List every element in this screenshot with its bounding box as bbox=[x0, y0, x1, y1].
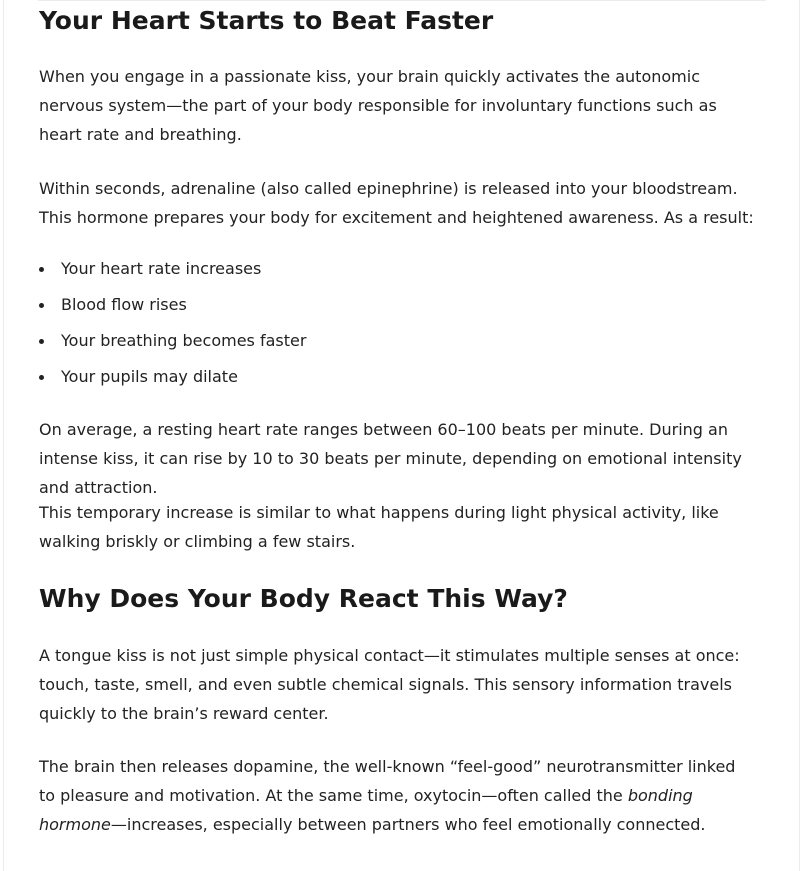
top-divider bbox=[38, 0, 766, 1]
paragraph-dopamine-text-start: The brain then releases dopamine, the well-known “feel-good” neurotransmitter linked to pleasure and motivation. At the same time, oxytocin—often called the bbox=[39, 757, 736, 805]
bullet-icon bbox=[39, 267, 44, 272]
bullet-icon bbox=[39, 303, 44, 308]
paragraph-autonomic: When you engage in a passionate kiss, your brain quickly activates the autonomic nervous system—the part of your body responsible for involuntary functions such as heart rate and breathing. bbox=[39, 67, 717, 144]
list-item bbox=[39, 257, 755, 281]
paragraph-dopamine-text-end: —increases, especially between partners who feel emotionally connected. bbox=[110, 815, 706, 834]
list-item-text: Your pupils may dilate bbox=[61, 367, 238, 386]
effects-list bbox=[39, 257, 755, 401]
section-heading-heart: Your Heart Starts to Beat Faster bbox=[39, 6, 494, 35]
bullet-icon bbox=[39, 339, 44, 344]
section-heading-why: Why Does Your Body React This Way? bbox=[39, 584, 568, 613]
list-item bbox=[39, 365, 755, 389]
paragraph-dopamine bbox=[39, 752, 755, 839]
bullet-icon bbox=[39, 375, 44, 380]
paragraph-adrenaline: Within seconds, adrenaline (also called epinephrine) is released into your bloodstream. This hormone prepares your body for excitement and heightened awareness. As a result: bbox=[39, 179, 754, 227]
list-item-text: Your heart rate increases bbox=[61, 259, 262, 278]
paragraph-heart-rate-average: On average, a resting heart rate ranges between 60–100 beats per minute. During an intense kiss, it can rise by 10 to 30 beats per minute, depending on emotional intensity and attraction. bbox=[39, 420, 742, 497]
list-item bbox=[39, 329, 755, 353]
list-item-text: Your breathing becomes faster bbox=[61, 331, 307, 350]
paragraph-light-activity: This temporary increase is similar to what happens during light physical activity, like walking briskly or climbing a few stairs. bbox=[39, 503, 719, 551]
list-item bbox=[39, 293, 755, 317]
bonding-hormone-emphasis: bonding hormone bbox=[39, 786, 693, 834]
list-item-text: Blood flow rises bbox=[61, 295, 187, 314]
paragraph-senses: A tongue kiss is not just simple physical contact—it stimulates multiple senses at once: touch, taste, smell, and even subtle chemical signals. This sensory information travels quickly to the brain’s reward center. bbox=[39, 646, 740, 723]
